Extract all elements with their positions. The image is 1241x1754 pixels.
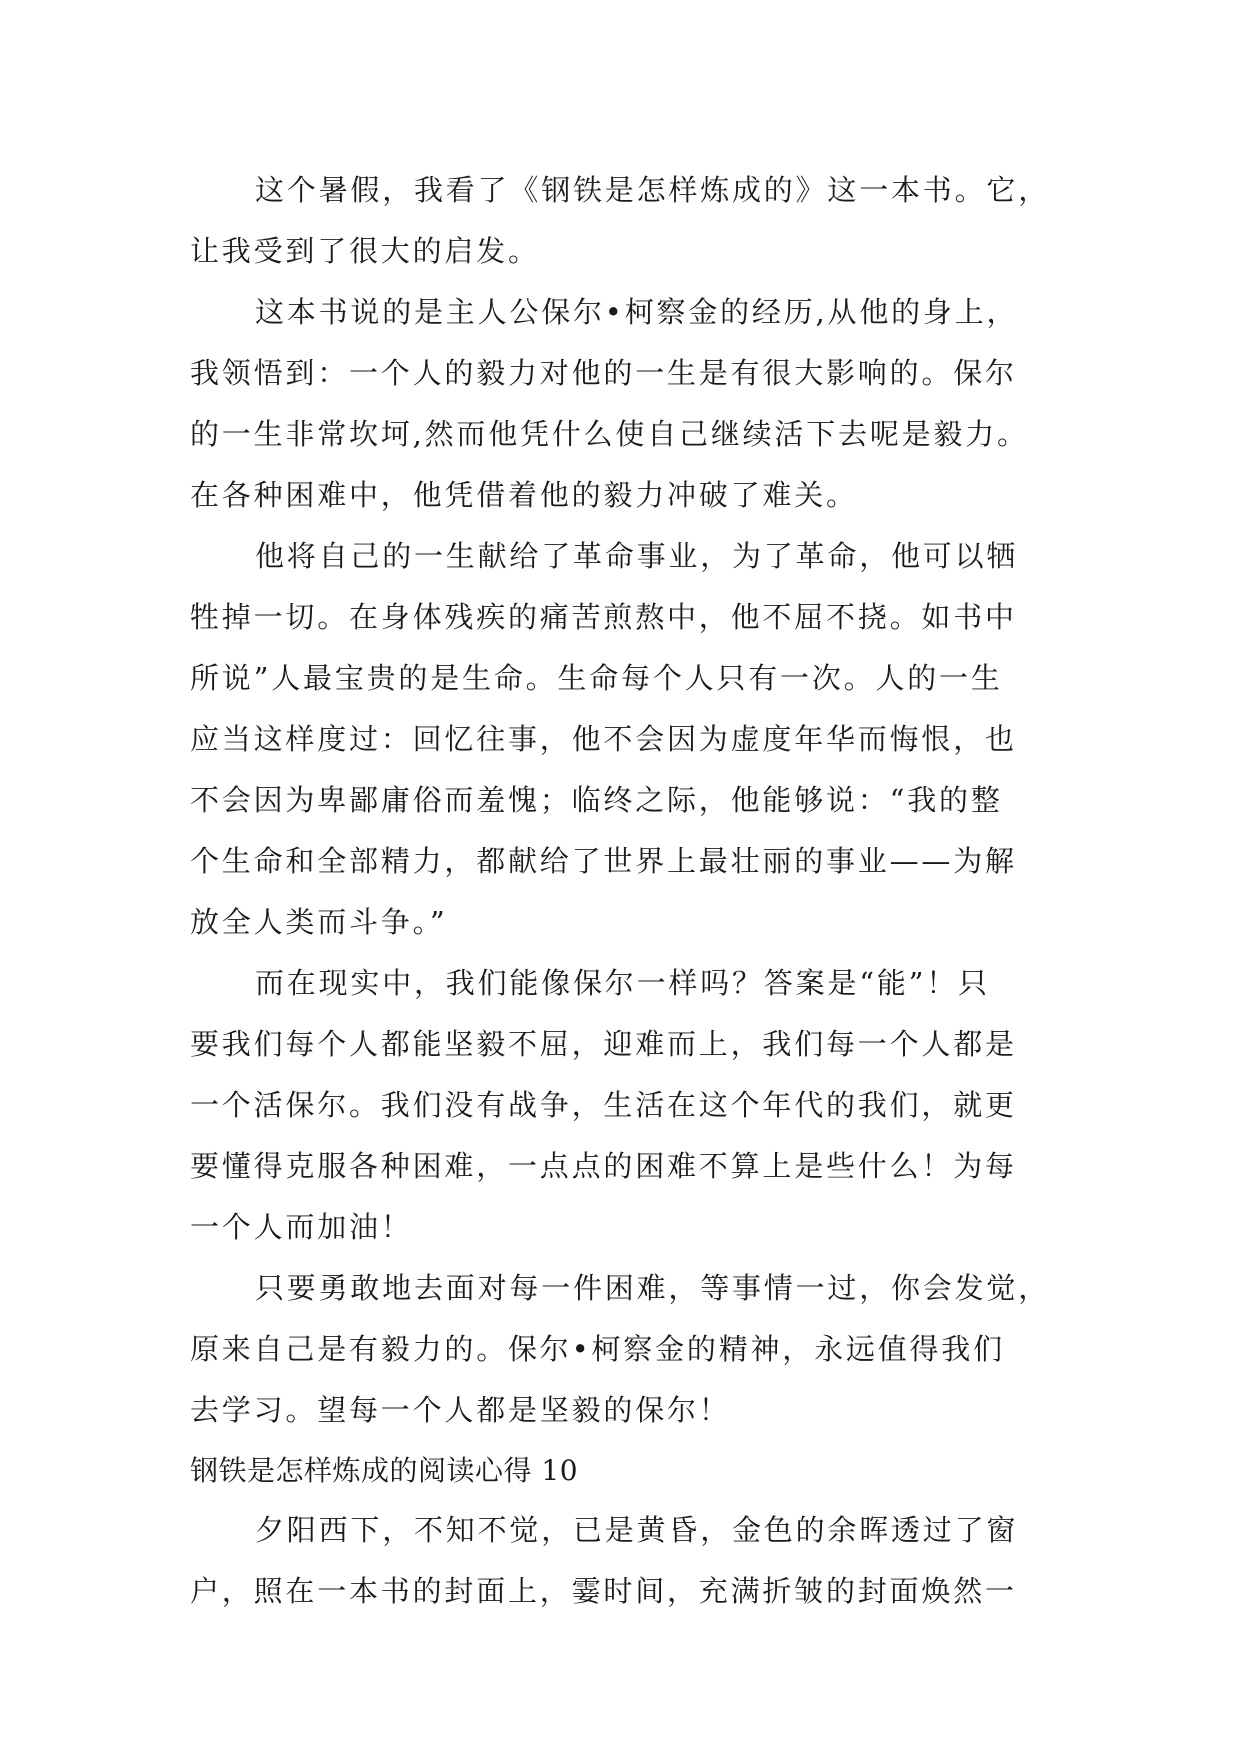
paragraph-line: 放全人类而斗争。” <box>190 905 448 939</box>
paragraph-line: 牲掉一切。在身体残疾的痛苦煎熬中，他不屈不挠。如书中 <box>190 600 1017 634</box>
paragraph <box>190 282 1054 526</box>
paragraph <box>190 1258 1054 1441</box>
paragraph <box>190 953 1054 1258</box>
paragraph-line: 所说”人最宝贵的是生命。生命每个人只有一次。人的一生 <box>190 661 1003 695</box>
paragraph-line: 而在现实中，我们能像保尔一样吗？答案是“能”！只 <box>255 966 990 1000</box>
document-body <box>190 160 1054 1622</box>
paragraph-line: 夕阳西下，不知不觉，已是黄昏，金色的余晖透过了窗 <box>255 1513 1019 1547</box>
paragraph-line: 只要勇敢地去面对每一件困难，等事情一过，你会发觉， <box>255 1271 1051 1305</box>
paragraph-line: 他将自己的一生献给了革命事业，为了革命，他可以牺 <box>255 539 1019 573</box>
paragraph-line: 原来自己是有毅力的。保尔•柯察金的精神，永远值得我们 <box>190 1332 1005 1366</box>
paragraph-line: 一个活保尔。我们没有战争，生活在这个年代的我们，就更 <box>190 1088 1017 1122</box>
paragraph-line: 我领悟到：一个人的毅力对他的一生是有很大影响的。保尔 <box>190 356 1017 390</box>
paragraph-line: 要我们每个人都能坚毅不屈，迎难而上，我们每一个人都是 <box>190 1027 1017 1061</box>
paragraph-line: 个生命和全部精力，都献给了世界上最壮丽的事业——为解 <box>190 844 1017 878</box>
paragraph-line: 户，照在一本书的封面上，霎时间，充满折皱的封面焕然一 <box>190 1574 1017 1608</box>
paragraph-line: 一个人而加油！ <box>190 1210 413 1244</box>
paragraph <box>190 160 1054 282</box>
paragraph-line: 去学习。望每一个人都是坚毅的保尔！ <box>190 1393 731 1427</box>
paragraph-line: 要懂得克服各种困难，一点点的困难不算上是些什么！为每 <box>190 1149 1017 1183</box>
section-heading: 钢铁是怎样炼成的阅读心得 10 <box>190 1454 579 1487</box>
paragraph-line: 的一生非常坎坷,然而他凭什么使自己继续活下去呢是毅力。 <box>190 417 1029 451</box>
paragraph <box>190 526 1054 953</box>
paragraph-line: 让我受到了很大的启发。 <box>190 234 540 268</box>
paragraph-line: 在各种困难中，他凭借着他的毅力冲破了难关。 <box>190 478 858 512</box>
paragraph-line: 这个暑假，我看了《钢铁是怎样炼成的》这一本书。它， <box>255 173 1051 207</box>
paragraph-line: 不会因为卑鄙庸俗而羞愧；临终之际，他能够说：“我的整 <box>190 783 1003 817</box>
paragraph <box>190 1500 1054 1622</box>
paragraph-line: 这本书说的是主人公保尔•柯察金的经历,从他的身上， <box>255 295 1019 329</box>
paragraph-line: 应当这样度过：回忆往事，他不会因为虚度年华而悔恨，也 <box>190 722 1017 756</box>
